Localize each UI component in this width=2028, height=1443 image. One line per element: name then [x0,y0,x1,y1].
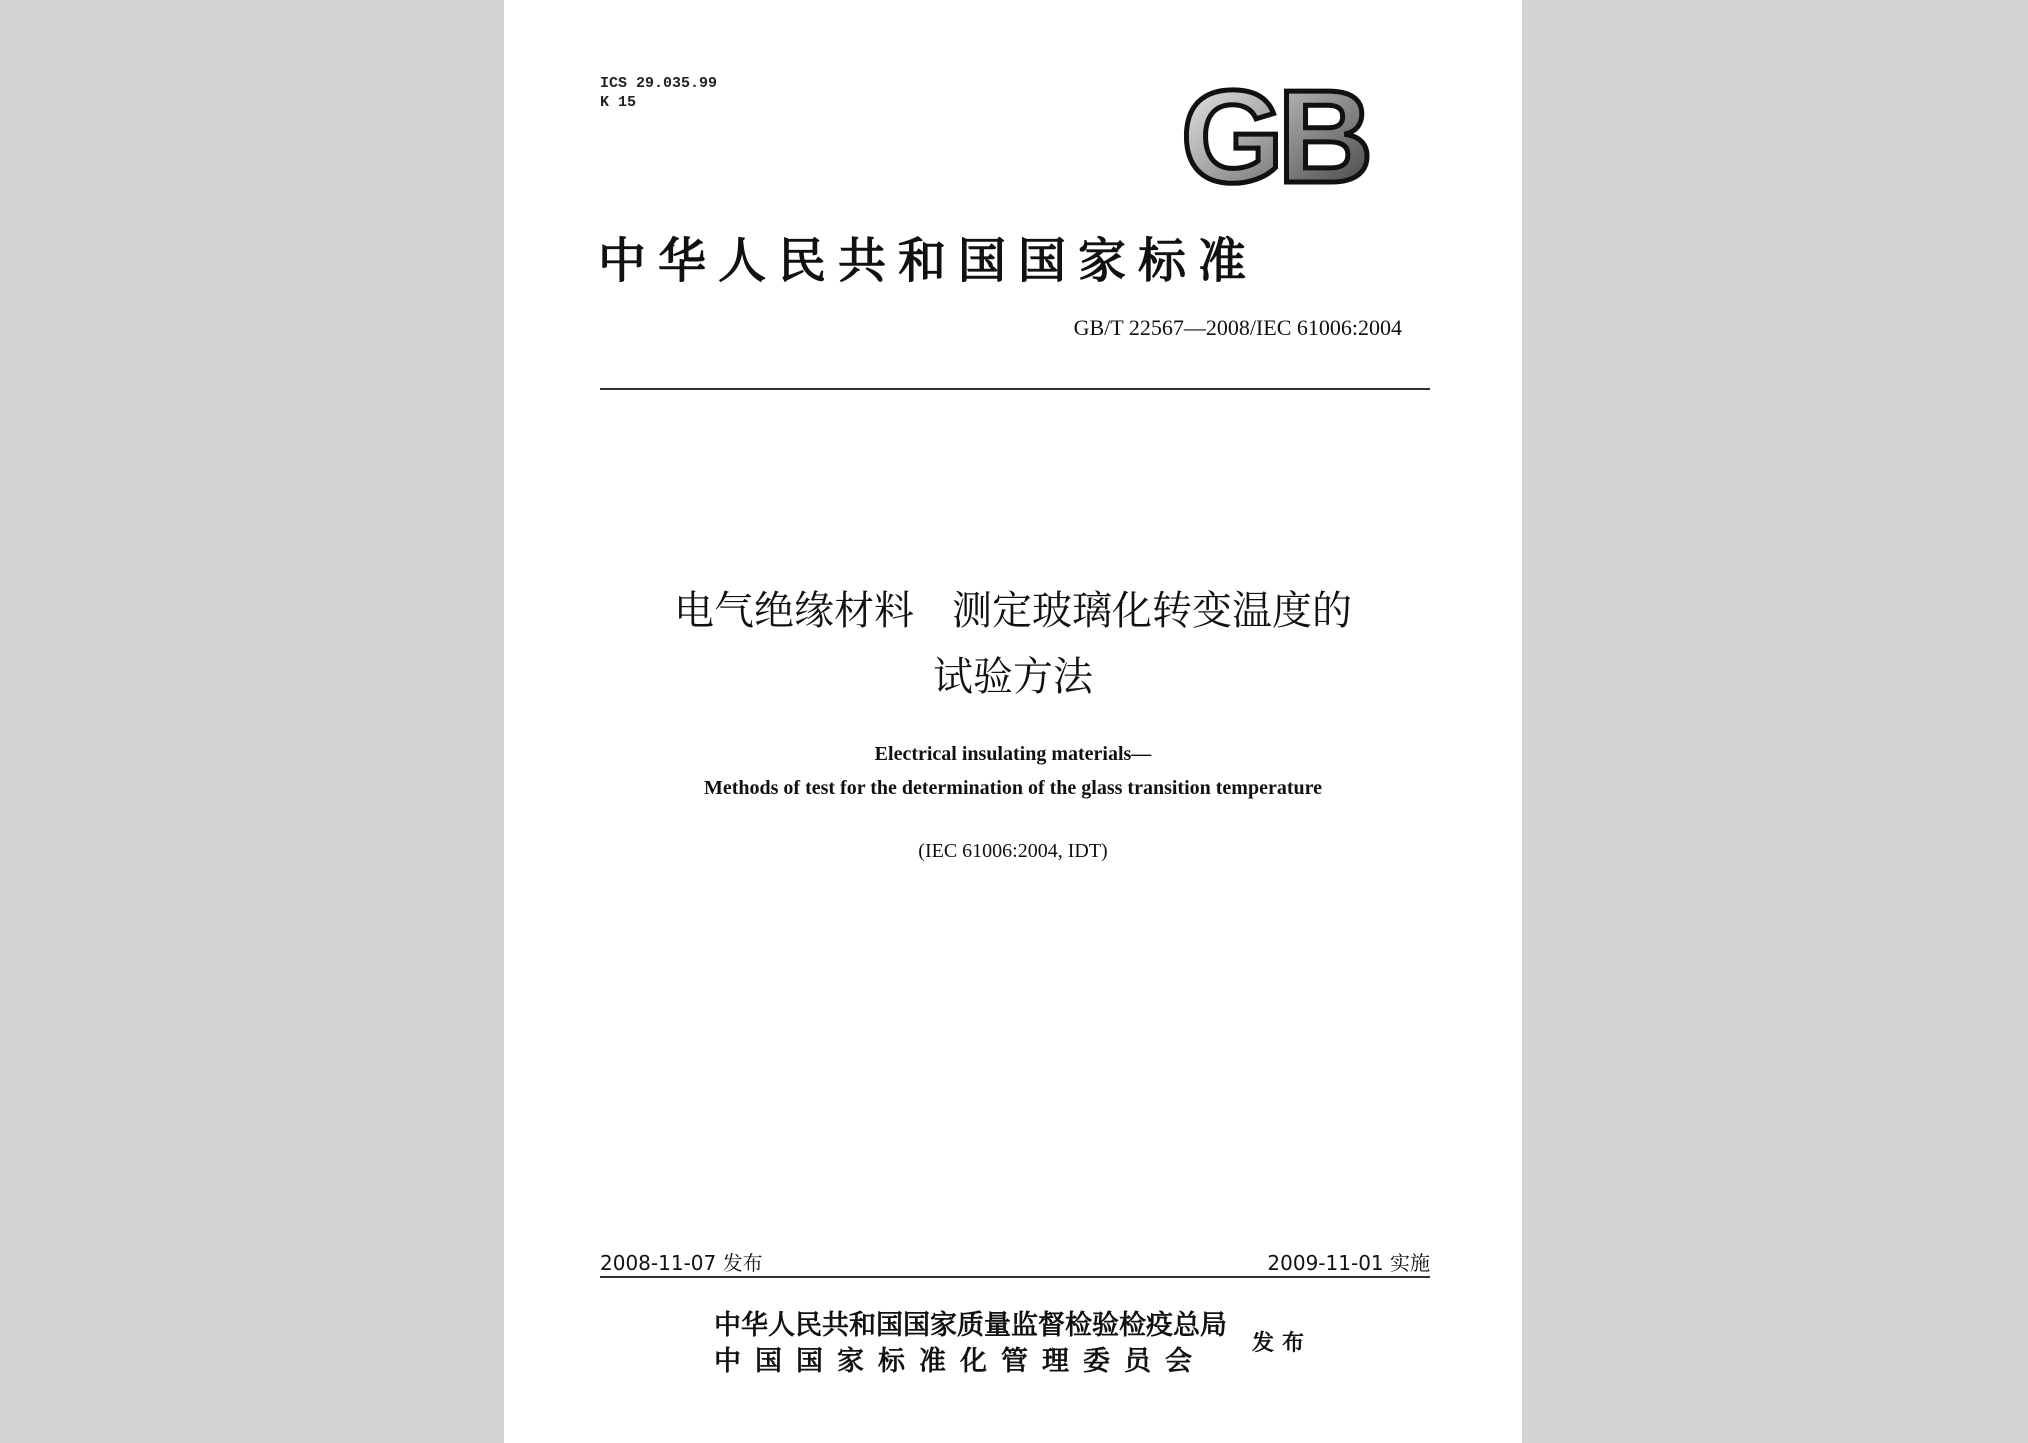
standard-number: GB/T 22567—2008/IEC 61006:2004 [1073,315,1402,340]
footer-rule [600,1276,1430,1278]
classification-block [600,74,717,112]
title-en-line1: Electrical insulating materials— [874,743,1152,765]
title-cn-part1: 电气绝缘材料 [674,588,914,634]
gb-logo [1170,84,1378,194]
header-rule [600,388,1430,390]
equivalence-note: (IEC 61006:2004, IDT) [918,840,1108,862]
issue-date: 2008-11-07 发布 [600,1251,763,1275]
svg-text:GB: GB [1181,84,1367,194]
title-cn-part2: 测定玻璃化转变温度的 [952,588,1352,634]
title-en-line2: Methods of test for the determination of the glass transition temperature [703,777,1323,799]
issuer-sac: 中国国家标准化管理委员会 [714,1346,1206,1377]
ics-code: ICS 29.035.99 [600,75,718,92]
document-title-en [504,737,1522,805]
implementation-date: 2009-11-01 实施 [1267,1251,1430,1275]
national-standard-title: 中华人民共和国国家标准 [598,233,1259,289]
issuer-aqsiq: 中华人民共和国国家质量监督检验检疫总局 [714,1310,1227,1341]
publish-label: 发布 [1252,1331,1313,1356]
document-page [504,0,1522,1443]
issuing-authorities [714,1308,1227,1380]
ccs-code: K 15 [600,94,637,111]
title-cn-line2: 试验方法 [933,654,1093,700]
document-title-cn [504,578,1522,710]
